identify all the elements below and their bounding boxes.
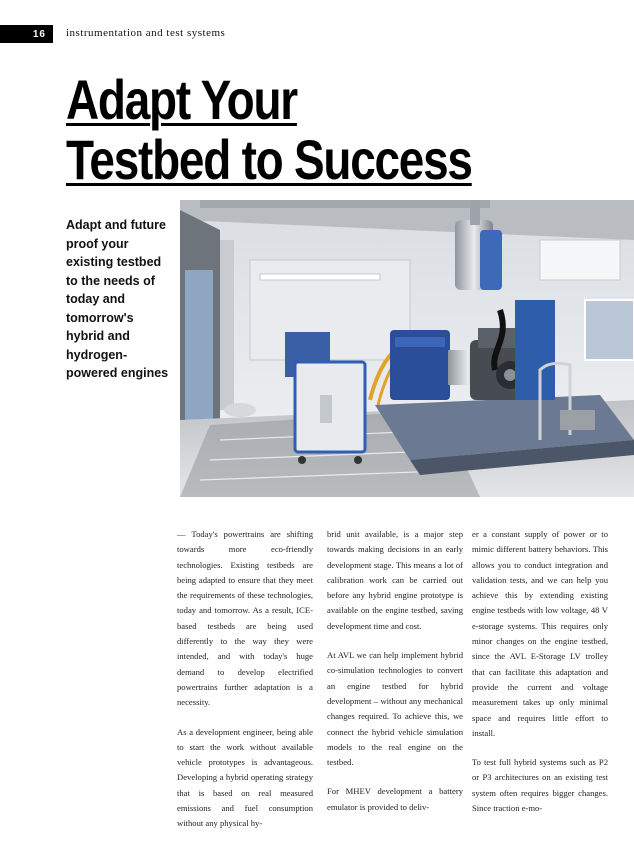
testbed-photo — [180, 200, 634, 497]
paragraph: brid unit available, is a major step towards making decisions in an early development stage. This means a lot of calibration work can be carried out before any hybrid engine prototype is available on the engine testbed, saving development time and cost. — [327, 529, 463, 631]
page-number: 16 — [0, 25, 53, 43]
text-column-1 — [177, 527, 313, 846]
paragraph: As a development engineer, being able to start the work without available vehicle prototypes is advantageous. Developing a hybrid operating strategy that is based on real measured emissions and fuel consumption without any physical hy- — [177, 726, 313, 829]
paragraph: For MHEV development a battery emulator is provided to deliv- — [327, 786, 463, 812]
lead-paragraph: Adapt and future proof your existing testbed to the needs of today and tomorrow's hybrid and hydrogen-powered engines — [66, 218, 169, 380]
paragraph: er a constant supply of power or to mimic different battery behaviors. This allows you to conduct integration and validation tests, and we can help you achieve this by extending existing engine testbeds with low voltage, 48 V e-storage systems. This requires only minor changes on the engine testbed, since the AVL E-Storage LV trolley that can facilitate this adaptation and provide the current and voltage measurement takes up only minimal space and requires little effort to install. — [472, 529, 608, 738]
paragraph: At AVL we can help implement hybrid co-simulation technologies to convert an engine testbed for hybrid development – without any mechanical changes required. To achieve this, we connect the hybrid vehicle simulation models to the real engine on the testbed. — [327, 650, 463, 768]
title-line-1: Adapt Your — [66, 68, 297, 131]
article-title — [66, 70, 472, 190]
title-line-2: Testbed to Success — [66, 128, 472, 191]
text-column-3 — [472, 527, 608, 830]
section-label: instrumentation and test systems — [66, 27, 226, 39]
paragraph: To test full hybrid systems such as P2 or P3 architectures on an existing test system often requires bigger changes. Since traction e-mo- — [472, 757, 608, 814]
paragraph: — Today's powertrains are shifting towards more eco-friendly technologies. Existing testbeds are being adapted to ensure that they meet the requirements of these technologies, today and tomorrow. As a result, ICE-based testbeds are being used differently to the way they were intended, and with today's huge demand to develop electrified powertrains further adaptation is a necessity. — [177, 529, 313, 708]
text-column-2 — [327, 527, 463, 829]
